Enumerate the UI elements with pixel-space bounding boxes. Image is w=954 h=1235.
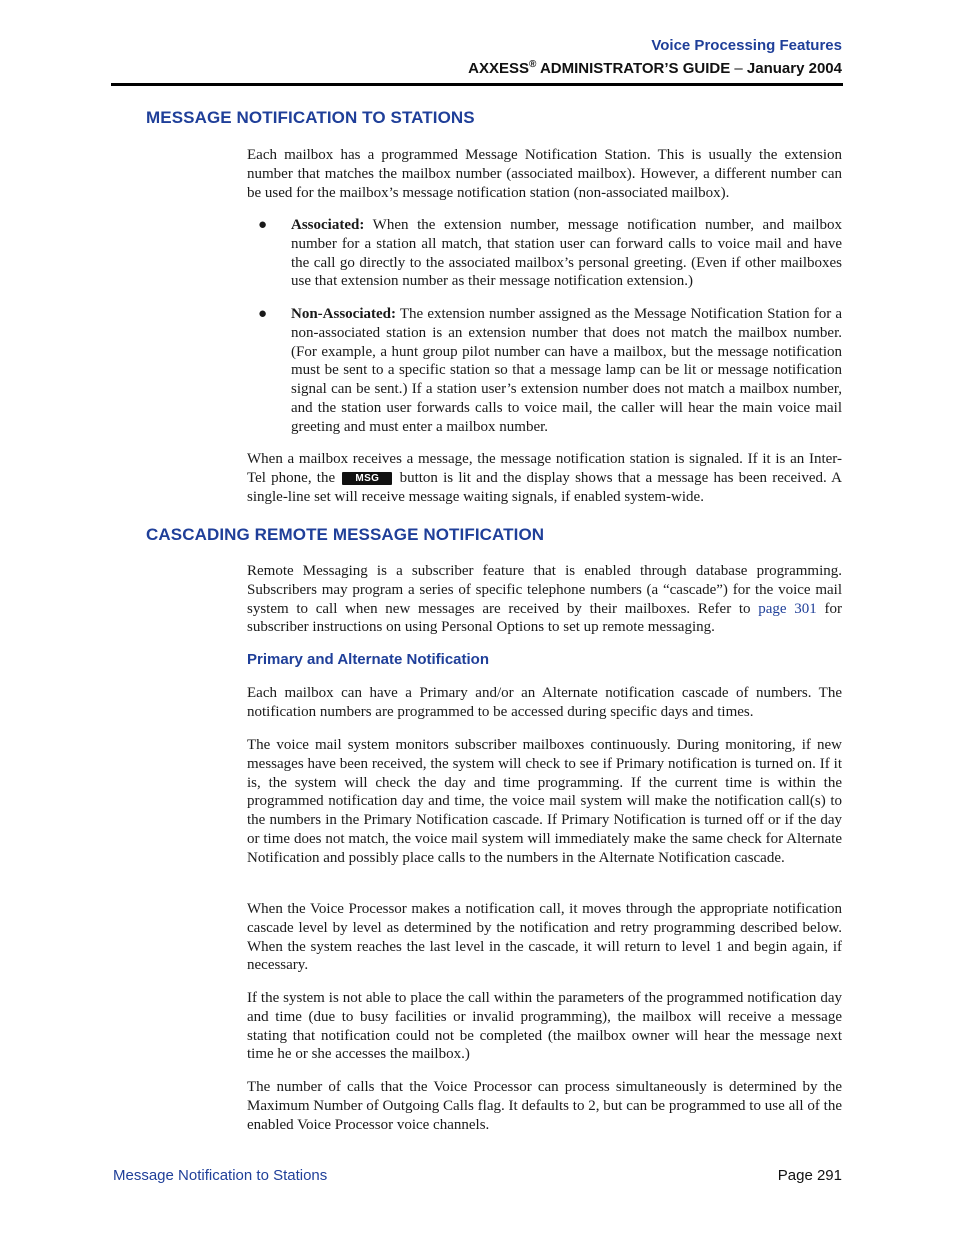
closing-text-before: When a mailbox receives a message, the message notification station is signaled. If it is an Inter-Tel phone, the [247, 451, 842, 486]
product-name: AXXESS [468, 60, 529, 77]
section-heading-cascading: CASCADING REMOTE MESSAGE NOTIFICATION [146, 525, 545, 544]
section2-intro [247, 562, 842, 637]
intro-text-before: Remote Messaging is a subscriber feature that is enabled through database programming. Subscribers may program a series of specific telephone numbers (a “cascade”) for the voice mail system to call when new messages are received by their mailboxes. Refer to [247, 563, 842, 617]
bullet-dot: ● [258, 217, 268, 233]
guide-date: January 2004 [742, 60, 842, 77]
subheading-primary-alternate: Primary and Alternate Notification [247, 651, 489, 668]
running-header-title: Voice Processing Features [651, 37, 842, 54]
paragraph-monitoring: The voice mail system monitors subscriber mailboxes continuously. During monitoring, if new messages have been received, the system will check to see if Primary notification is turned on. If it is, the system will check the day and time programming. If the current time is within the programmed notification day and time, the voice mail system will make the notification call(s) to the numbers in the Primary Notification cascade. If Primary Notification is turned off or if the day or time does not match, the voice mail system will immediately make the same check for Alternate Notification and possibly place calls to the numbers in the Alternate Notification cascade. [247, 737, 842, 866]
closing-text-after: button is lit and the display shows that a message has been received. A single-line set will receive message waiting signals, if enabled system-wide. [247, 469, 842, 505]
section1-intro: Each mailbox has a programmed Message Notification Station. This is usually the extension number that matches the mailbox number (associated mailbox). However, a different number can be used for the mailbox’s message notification station (non-associated mailbox). [247, 147, 842, 201]
section1-closing [247, 450, 842, 506]
header-rule [111, 83, 843, 86]
bullet-associated [258, 216, 842, 291]
bullet-body: The extension number assigned as the Message Notification Station for a non-associated station is an extension number that does not match the mailbox number. (For example, a hunt group pilot number can have a mailbox, but the message notification must be sent to a specific station so that a message lamp can be lit or message notification signal can be sent.) If a station user’s extension number does not match a mailbox number, and the station user forwards calls to voice mail, the caller will hear the main voice mail greeting and must enter a mailbox number. [291, 306, 842, 435]
header-dash: – [734, 60, 743, 77]
bullet-non-associated-text [291, 305, 842, 437]
bullet-term: Associated: [291, 217, 365, 233]
footer-page-number: Page 291 [777, 1167, 842, 1184]
guide-name: ADMINISTRATOR’S GUIDE [536, 60, 735, 77]
footer-section-name: Message Notification to Stations [113, 1167, 328, 1184]
registered-mark: ® [528, 59, 537, 70]
bullet-body: When the extension number, message notification number, and mailbox number for a station all match, that station user can forward calls to voice mail and have the call go directly to the associated mailbox’s personal greeting. (Even if other mailboxes use that extension number as their message notification extension.) [291, 217, 842, 290]
bullet-dot: ● [258, 306, 268, 322]
page-reference-link[interactable]: page 301 [758, 600, 817, 617]
bullet-term: Non-Associated: [291, 306, 396, 322]
bullet-non-associated [258, 305, 842, 437]
running-header-guide [468, 60, 842, 77]
intro-text-after: for subscriber instructions on using Personal Options to set up remote messaging. [247, 600, 842, 636]
msg-key-icon: MSG [342, 472, 392, 485]
paragraph-cascade-numbers: Each mailbox can have a Primary and/or an Alternate notification cascade of numbers. The notification numbers are programmed to be accessed during specific days and times. [247, 685, 842, 720]
paragraph-outgoing-calls: The number of calls that the Voice Processor can process simultaneously is determined by the Maximum Number of Outgoing Calls flag. It defaults to 2, but can be programmed to use all of the enabled Voice Processor voice channels. [247, 1079, 842, 1133]
section-heading-message-notification: MESSAGE NOTIFICATION TO STATIONS [146, 108, 475, 127]
bullet-associated-text [291, 216, 842, 291]
paragraph-notification-call: When the Voice Processor makes a notification call, it moves through the appropriate notification cascade level by level as determined by the notification and retry programming described below. When the system reaches the last level in the cascade, it will return to level 1 and begin again, if necessary. [247, 901, 842, 974]
paragraph-not-completed: If the system is not able to place the call within the parameters of the programmed notification day and time (due to busy facilities or invalid programming), the mailbox will receive a message stating that notification could not be completed (the mailbox owner will hear the message next time he or she accesses the mailbox.) [247, 990, 842, 1063]
